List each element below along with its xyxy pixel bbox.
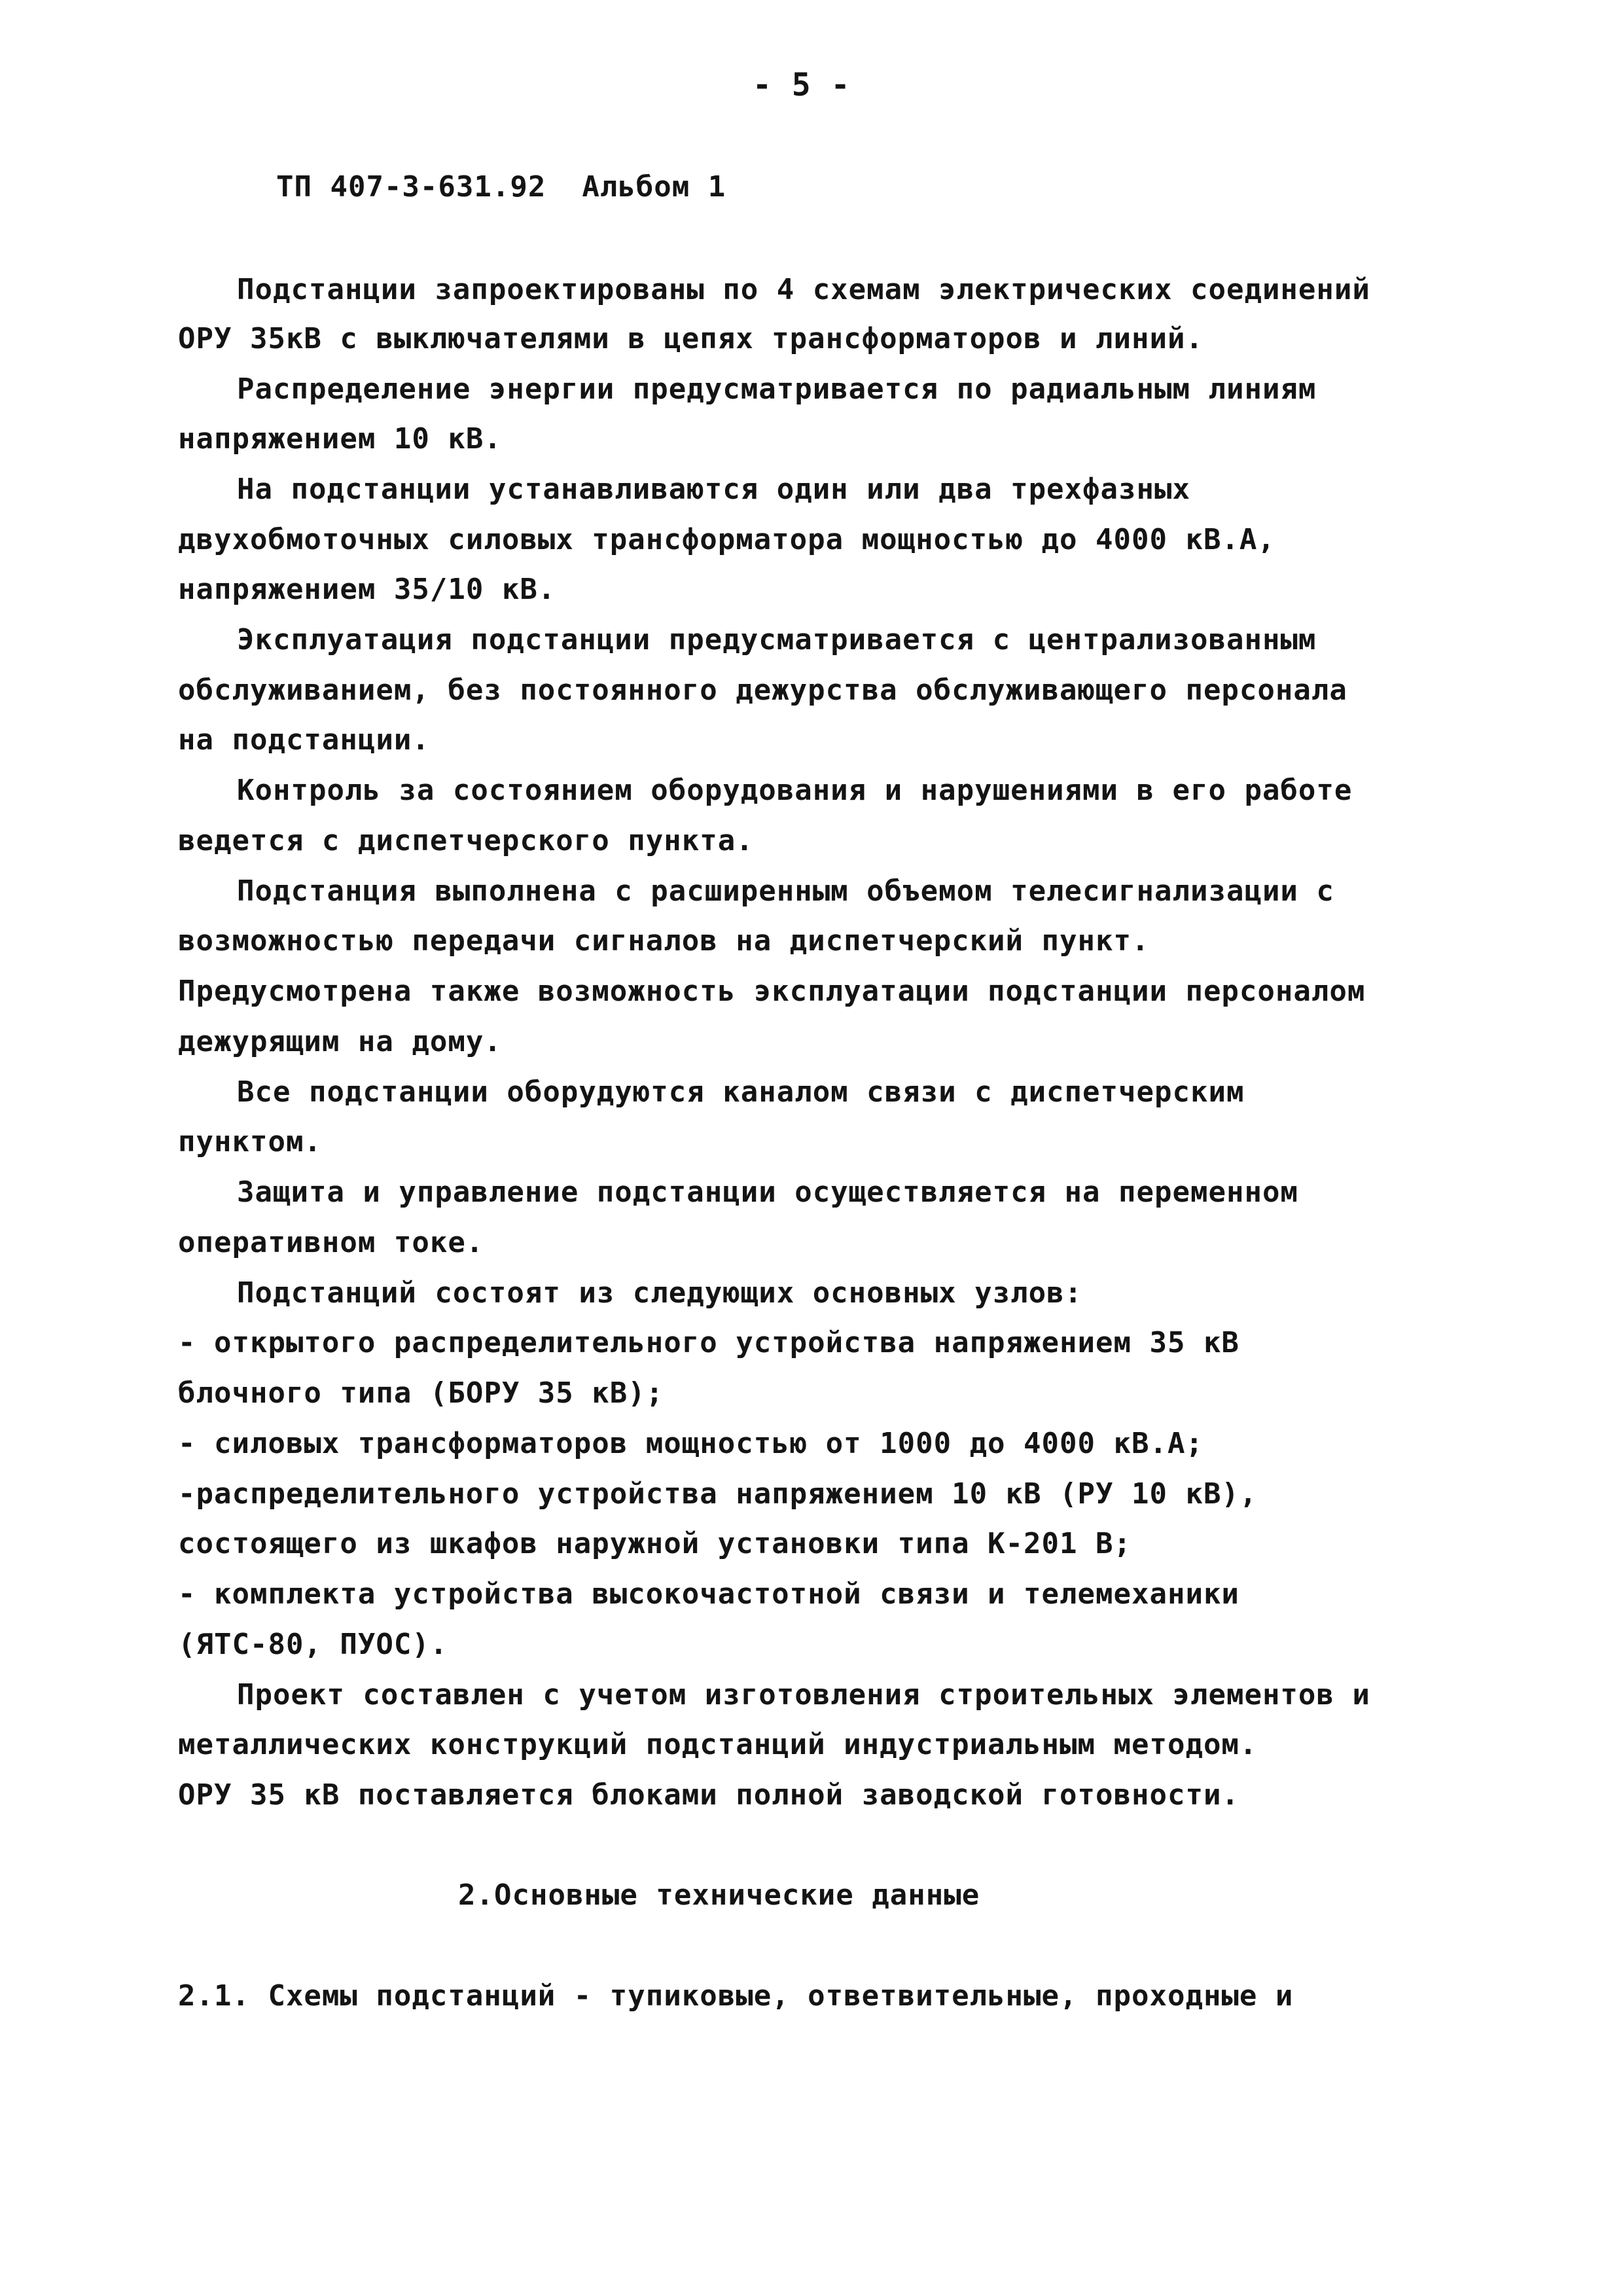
text-line-16: дежурящим на дому. (178, 1025, 502, 1058)
text-line-9: обслуживанием, без постоянного дежурства обслуживающего персонала (178, 673, 1347, 707)
text-line-1: Подстанции запроектированы по 4 схемам электрических соединений (237, 273, 1370, 306)
page-number: - 5 - (753, 67, 851, 103)
text-line-6: двухобмоточных силовых трансформатора мощностью до 4000 кВ.А, (178, 523, 1275, 556)
text-line-24: - силовых трансформаторов мощностью от 1000 до 4000 кВ.А; (178, 1427, 1204, 1460)
text-line-8: Эксплуатация подстанции предусматривается с централизованным (237, 623, 1317, 656)
text-line-11: Контроль за состоянием оборудования и нарушениями в его работе (237, 774, 1353, 807)
section-2-1-line: 2.1. Схемы подстанций - тупиковые, ответвительные, проходные и (178, 1979, 1294, 2013)
text-line-22: - открытого распределительного устройства напряжением 35 кВ (178, 1326, 1240, 1359)
text-line-12: ведется с диспетчерского пункта. (178, 824, 754, 857)
text-line-14: возможностью передачи сигналов на диспетчерский пункт. (178, 924, 1150, 958)
text-line-7: напряжением 35/10 кВ. (178, 573, 556, 606)
section-heading: 2.Основные технические данные (458, 1878, 980, 1912)
document-code: ТП 407-3-631.92 Альбом 1 (276, 170, 726, 204)
text-line-3: Распределение энергии предусматривается по радиальным линиям (237, 372, 1317, 406)
text-line-15: Предусмотрена также возможность эксплуатации подстанции персоналом (178, 975, 1366, 1008)
text-line-5: На подстанции устанавливаются один или два трехфазных (237, 473, 1190, 506)
text-line-13: Подстанция выполнена с расширенным объемом телесигнализации с (237, 874, 1334, 908)
text-line-26: состоящего из шкафов наружной установки типа К-201 В; (178, 1527, 1132, 1560)
text-line-20: оперативном токе. (178, 1226, 484, 1259)
text-line-21: Подстанций состоят из следующих основных узлов: (237, 1276, 1083, 1310)
text-line-25: -распределительного устройства напряжением 10 кВ (РУ 10 кВ), (178, 1477, 1258, 1511)
text-line-2: ОРУ 35кВ с выключателями в цепях трансформаторов и линий. (178, 322, 1204, 355)
text-line-31: ОРУ 35 кВ поставляется блоками полной заводской готовности. (178, 1778, 1240, 1812)
text-line-17: Все подстанции оборудуются каналом связи с диспетчерским (237, 1075, 1245, 1109)
text-line-28: (ЯТС-80, ПУОС). (178, 1628, 448, 1661)
text-line-10: на подстанции. (178, 723, 430, 757)
text-line-18: пунктом. (178, 1125, 322, 1158)
text-line-4: напряжением 10 кВ. (178, 422, 502, 456)
text-line-19: Защита и управление подстанции осуществляется на переменном (237, 1175, 1298, 1209)
text-line-30: металлических конструкций подстанций индустриальным методом. (178, 1728, 1258, 1761)
text-line-27: - комплекта устройства высокочастотной связи и телемеханики (178, 1577, 1240, 1611)
text-line-23: блочного типа (БОРУ 35 кВ); (178, 1376, 664, 1410)
text-line-29: Проект составлен с учетом изготовления строительных элементов и (237, 1678, 1370, 1712)
